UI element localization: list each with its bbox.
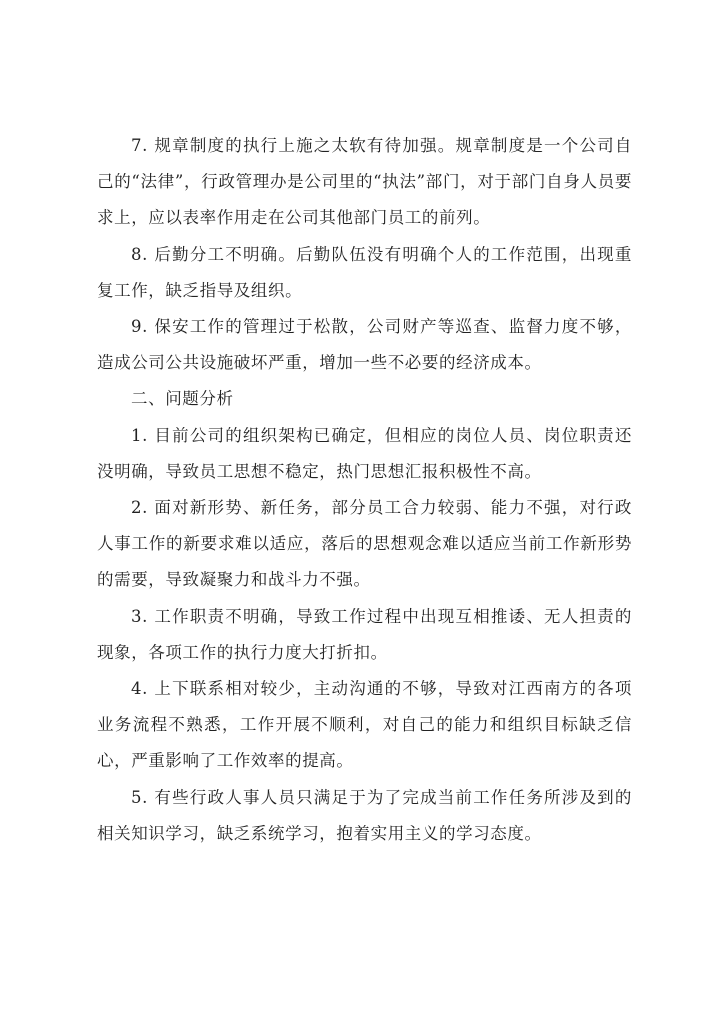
- analysis-item-5: 5. 有些行政人事人员只满足于为了完成当前工作任务所涉及到的相关知识学习，缺乏系统学习，抱着实用主义的学习态度。: [97, 787, 632, 843]
- analysis-item-1: 1. 目前公司的组织架构已确定，但相应的岗位人员、岗位职责还没明确，导致员工思想不稳定，热门思想汇报积极性不高。: [97, 425, 632, 481]
- analysis-item-2: 2. 面对新形势、新任务，部分员工合力较弱、能力不强，对行政人事工作的新要求难以适应，落后的思想观念难以适应当前工作新形势的需要，导致凝聚力和战斗力不强。: [97, 498, 632, 590]
- paragraph-item-9: 9. 保安工作的管理过于松散，公司财产等巡查、监督力度不够，造成公司公共设施破坏严重，增加一些不必要的经济成本。: [97, 317, 632, 373]
- analysis-item-4: 4. 上下联系相对较少，主动沟通的不够，导致对江西南方的各项业务流程不熟悉，工作开展不顺利，对自己的能力和组织目标缺乏信心，严重影响了工作效率的提高。: [97, 679, 632, 771]
- analysis-item-3: 3. 工作职责不明确，导致工作过程中出现互相推诿、无人担责的现象，各项工作的执行力度大打折扣。: [97, 606, 632, 662]
- paragraph-item-7: 7. 规章制度的执行上施之太软有待加强。规章制度是一个公司自己的“法律”，行政管理办是公司里的“执法”部门，对于部门自身人员要求上，应以表率作用走在公司其他部门员工的前列。: [97, 136, 632, 228]
- section-heading-problem-analysis: 二、问题分析: [131, 389, 234, 409]
- document-body: [97, 128, 632, 852]
- paragraph-item-8: 8. 后勤分工不明确。后勤队伍没有明确个人的工作范围，出现重复工作，缺乏指导及组织。: [97, 244, 632, 300]
